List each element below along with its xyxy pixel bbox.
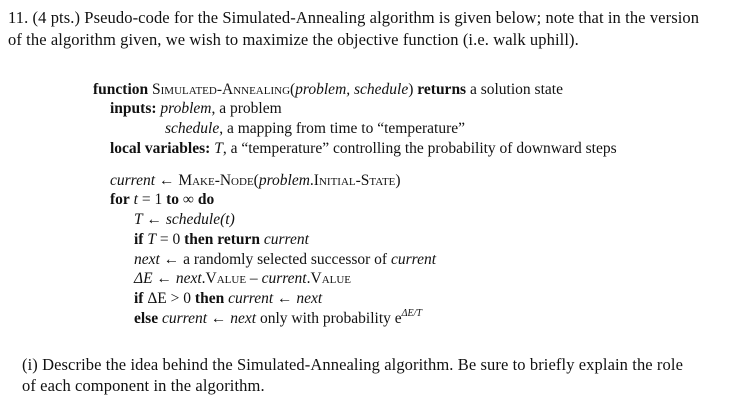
var-current: current — [158, 310, 208, 327]
assign-arrow: ← — [152, 270, 176, 287]
kw-do: do — [197, 191, 215, 208]
code-line-3 — [134, 211, 235, 229]
local-var-desc: , a “temperature” controlling the probability of downward steps — [222, 140, 617, 157]
var-current: current — [110, 172, 156, 189]
eq-one: = 1 — [137, 191, 167, 208]
input-problem-desc: , a problem — [211, 100, 282, 117]
code-line-2 — [110, 191, 214, 209]
input-schedule-desc: , a mapping from time to “temperature” — [219, 120, 465, 137]
input-problem-var: problem — [160, 100, 212, 117]
kw-if: if — [134, 231, 144, 248]
part-i-question-continued: of each component in the algorithm. — [22, 376, 265, 395]
var-next: next — [134, 251, 160, 268]
kw-then: then — [194, 290, 225, 307]
inputs-line — [110, 100, 282, 118]
arg-problem: problem — [258, 172, 310, 189]
kw-inputs: inputs: — [110, 100, 157, 117]
schedule-call: schedule(t) — [165, 211, 235, 228]
code-line-7 — [134, 290, 322, 308]
function-params: problem, schedule — [295, 81, 409, 98]
function-signature — [93, 81, 563, 99]
var-next: next — [175, 270, 202, 287]
exponent: ΔE/T — [401, 308, 422, 319]
make-node: Make-Node( — [178, 172, 259, 189]
local-var-T: T — [214, 140, 223, 157]
assign-arrow: ← — [207, 310, 231, 327]
assign-arrow: ← — [273, 290, 297, 307]
var-next: next — [230, 310, 257, 327]
kw-else: else — [134, 310, 159, 327]
question-header: 11. (4 pts.) Pseudo-code for the Simulated-Annealing algorithm is given below; note that in the version — [8, 8, 700, 27]
successor-text: a randomly selected successor of — [183, 251, 391, 268]
probability-text: only with probability e — [256, 310, 402, 327]
var-T: T — [143, 231, 156, 248]
var-current: current — [224, 290, 274, 307]
question-header-continued: of the algorithm given, we wish to maximize the objective function (i.e. walk uphill). — [8, 30, 579, 49]
kw-local-variables: local variables: — [110, 140, 211, 157]
inputs-line-2 — [165, 120, 465, 138]
var-current: current — [261, 270, 307, 287]
assign-arrow: ← — [159, 251, 184, 268]
var-current: current — [260, 231, 309, 248]
kw-returns: returns — [417, 81, 467, 98]
initial-state: .Initial-State) — [309, 172, 401, 189]
condition: ΔE > 0 — [143, 290, 195, 307]
code-line-5 — [134, 251, 436, 269]
kw-for: for — [110, 191, 130, 208]
part-i-question: (i) Describe the idea behind the Simulated-Annealing algorithm. Be sure to briefly explain the role — [22, 355, 683, 374]
var-next: next — [296, 290, 323, 307]
function-name: Simulated-Annealing( — [152, 81, 296, 98]
eq-zero: = 0 — [155, 231, 185, 248]
var-t: t — [129, 191, 138, 208]
returns-text: a solution state — [469, 81, 563, 98]
close-paren: ) — [408, 81, 414, 98]
kw-function: function — [93, 81, 149, 98]
var-current: current — [390, 251, 437, 268]
kw-to: to — [166, 191, 180, 208]
input-schedule-var: schedule — [165, 120, 220, 137]
code-line-4 — [134, 231, 309, 249]
kw-if: if — [134, 290, 144, 307]
code-line-1 — [110, 172, 401, 190]
assign-arrow: ← — [142, 211, 166, 228]
infinity: ∞ — [179, 191, 198, 208]
value-minus: .Value – — [201, 270, 262, 287]
kw-then-return: then return — [184, 231, 261, 248]
var-delta-e: ΔE — [134, 270, 153, 287]
value: .Value — [306, 270, 352, 287]
code-line-8 — [134, 310, 422, 328]
local-variables-line — [110, 140, 617, 158]
code-line-6 — [134, 270, 351, 288]
var-T: T — [134, 211, 143, 228]
assign-arrow: ← — [155, 172, 179, 189]
